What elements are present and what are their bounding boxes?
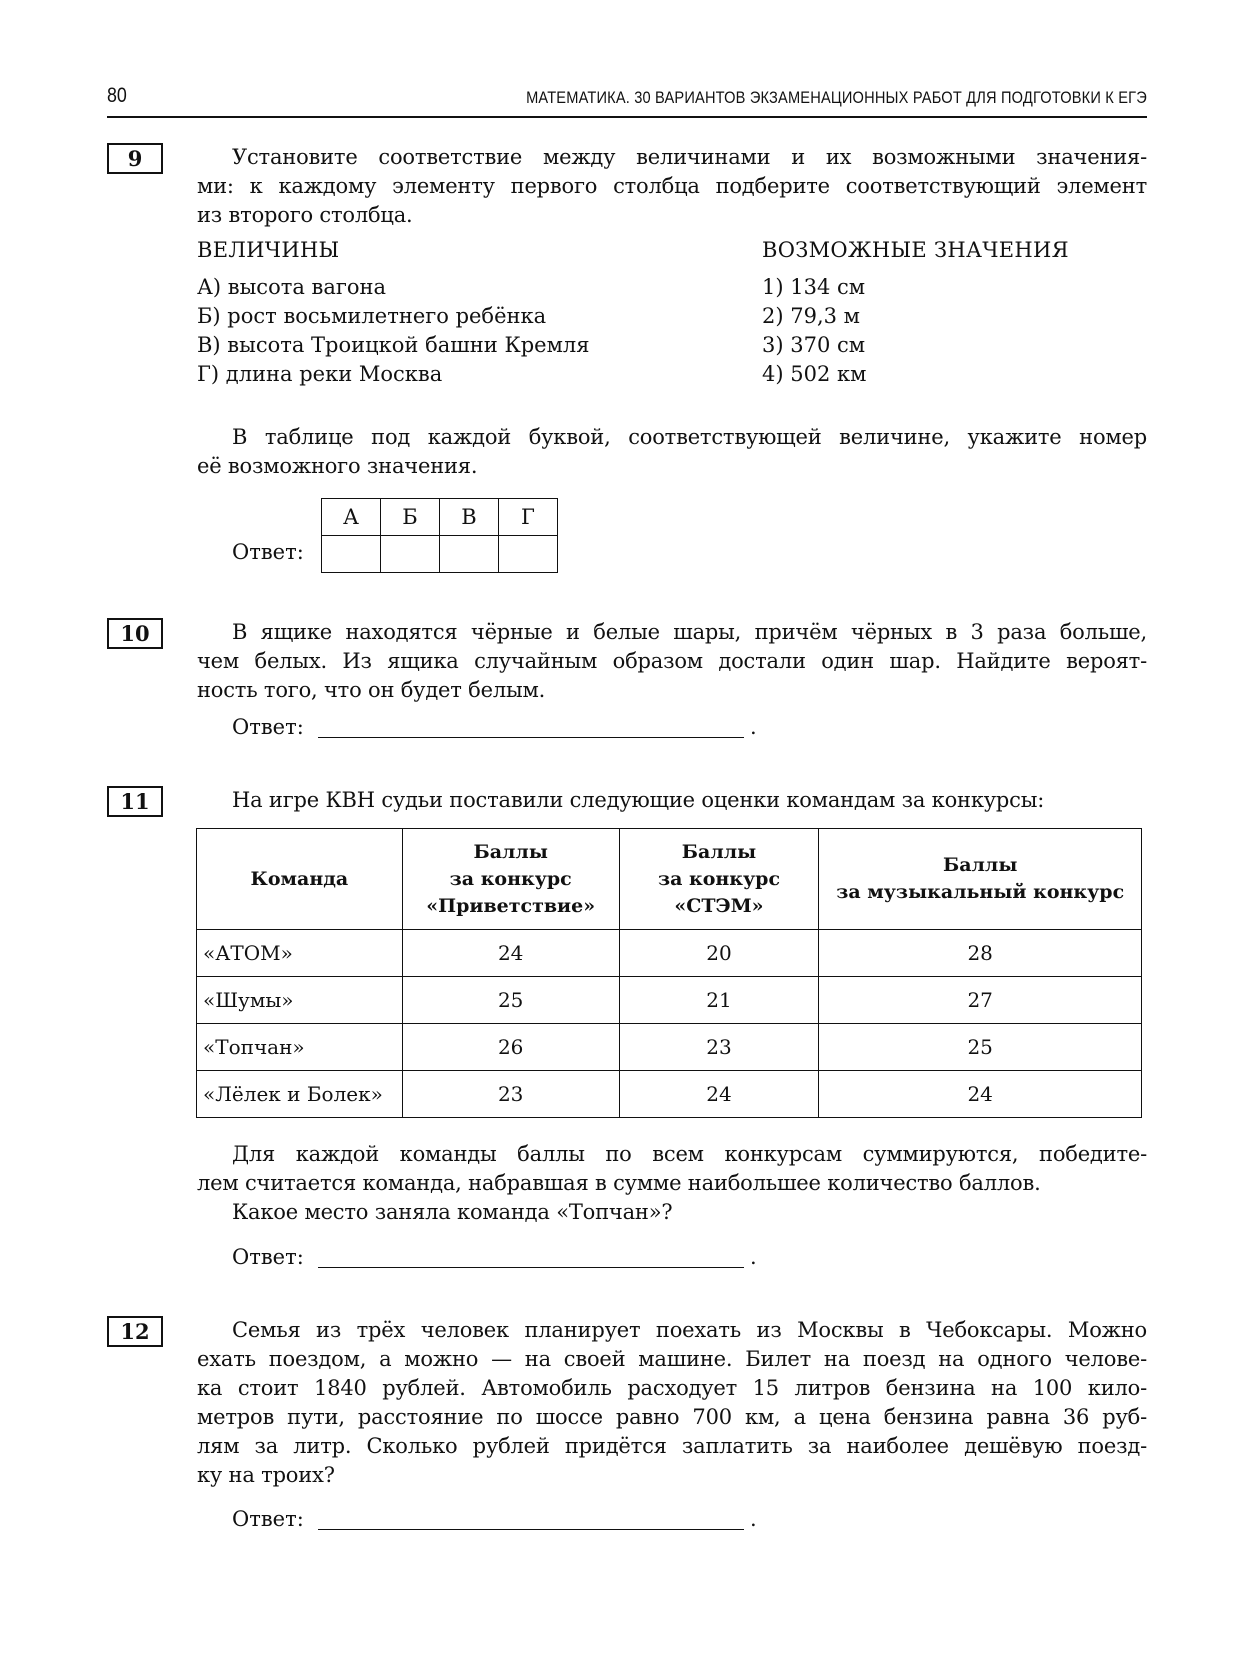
task-10-answer-label: Ответ: [232,715,304,739]
values-column [762,236,1069,389]
task-11-question [197,1140,1147,1227]
text-line: ми: к каждому элементу первого столбца подберите соответствующий элемент [197,174,1147,198]
value-item: 3) 370 см [762,333,866,357]
table-row [197,930,1142,977]
values-heading: ВОЗМОЖНЫЕ ЗНАЧЕНИЯ [762,238,1069,262]
score-cell: 20 [619,930,819,977]
task-9-answer-grid [321,498,558,573]
team-name: «Топчан» [197,1024,403,1071]
header-team: Команда [197,829,403,930]
table-row [197,1071,1142,1118]
value-item: 1) 134 см [762,275,866,299]
task-11-intro [197,786,1147,815]
task-9-instruction [197,423,1147,481]
score-cell: 24 [402,930,619,977]
task-12-answer-label: Ответ: [232,1507,304,1531]
text-line: чем белых. Из ящика случайным образом достали один шар. Найдите вероят- [197,649,1147,673]
header-greeting: Баллы за конкурс «Приветствие» [402,829,619,930]
text-line: ность того, что он будет белым. [197,678,546,702]
score-cell: 25 [402,977,619,1024]
text-line: Для каждой команды баллы по всем конкурсам суммируются, победите- [232,1142,1147,1166]
task-11-answer-label: Ответ: [232,1245,304,1269]
team-name: «Лёлек и Болек» [197,1071,403,1118]
task-12-text [197,1316,1147,1490]
table-row [197,1024,1142,1071]
value-item: 4) 502 км [762,362,867,386]
answer-cell-b[interactable] [381,536,440,573]
task-11-number: 11 [107,786,163,817]
task-9-intro [197,143,1147,230]
quantity-item: Г) длина реки Москва [197,362,443,386]
grid-letter: Г [499,499,558,536]
quantity-item: В) высота Троицкой башни Кремля [197,333,590,357]
text-line: В таблице под каждой буквой, соответствующей величине, укажите номер [232,425,1147,449]
score-cell: 24 [619,1071,819,1118]
score-cell: 27 [819,977,1142,1024]
score-cell: 26 [402,1024,619,1071]
text-line: лям за литр. Сколько рублей придётся заплатить за наиболее дешёвую поезд- [197,1434,1147,1458]
quantity-item: А) высота вагона [197,275,387,299]
text-line: метров пути, расстояние по шоссе равно 700 км, а цена бензина равна 36 руб- [197,1405,1147,1429]
quantity-item: Б) рост восьмилетнего ребёнка [197,304,547,328]
task-11-answer-field[interactable] [318,1267,744,1268]
score-cell: 24 [819,1071,1142,1118]
kvn-scores-table [196,828,1142,1118]
answer-cell-a[interactable] [322,536,381,573]
task-10-answer-field[interactable] [318,737,744,738]
grid-letter: А [322,499,381,536]
table-row [197,977,1142,1024]
answer-period: . [750,715,757,739]
book-title: МАТЕМАТИКА. 30 ВАРИАНТОВ ЭКЗАМЕНАЦИОННЫХ РАБОТ ДЛЯ ПОДГОТОВКИ К ЕГЭ [526,88,1147,107]
task-12-number: 12 [107,1316,163,1347]
answer-cell-g[interactable] [499,536,558,573]
text-line: из второго столбца. [197,203,413,227]
task-9-number: 9 [107,143,163,174]
text-line: ку на троих? [197,1463,335,1487]
quantities-heading: ВЕЛИЧИНЫ [197,238,340,262]
text-line: ехать поездом, а можно — на своей машине. Билет на поезд на одного челове- [197,1347,1147,1371]
page-header [107,80,1147,118]
score-cell: 23 [402,1071,619,1118]
answer-period: . [750,1507,757,1531]
score-cell: 23 [619,1024,819,1071]
text-line: лем считается команда, набравшая в сумме наибольшее количество баллов. [197,1171,1041,1195]
text-line: её возможного значения. [197,454,478,478]
text-line: ка стоит 1840 рублей. Автомобиль расходует 15 литров бензина на 100 кило- [197,1376,1147,1400]
score-cell: 25 [819,1024,1142,1071]
table-header-row [197,829,1142,930]
page-number: 80 [107,84,127,107]
task-10-number: 10 [107,618,163,649]
answer-cell-v[interactable] [440,536,499,573]
text-line: В ящике находятся чёрные и белые шары, причём чёрных в 3 раза больше, [232,620,1147,644]
team-name: «АТОМ» [197,930,403,977]
team-name: «Шумы» [197,977,403,1024]
text-line: Семья из трёх человек планирует поехать из Москвы в Чебоксары. Можно [232,1318,1147,1342]
task-10-text [197,618,1147,705]
score-cell: 28 [819,930,1142,977]
task-12-answer-field[interactable] [318,1529,744,1530]
grid-letter: В [440,499,499,536]
header-music: Баллы за музыкальный конкурс [819,829,1142,930]
task-9-answer-label: Ответ: [232,540,304,564]
value-item: 2) 79,3 м [762,304,860,328]
quantities-column [197,236,590,389]
score-cell: 21 [619,977,819,1024]
text-line: Какое место заняла команда «Топчан»? [232,1200,673,1224]
header-stem: Баллы за конкурс «СТЭМ» [619,829,819,930]
text-line: На игре КВН судьи поставили следующие оценки командам за конкурсы: [232,788,1045,812]
text-line: Установите соответствие между величинами и их возможными значения- [232,145,1147,169]
grid-letter: Б [381,499,440,536]
answer-period: . [750,1245,757,1269]
